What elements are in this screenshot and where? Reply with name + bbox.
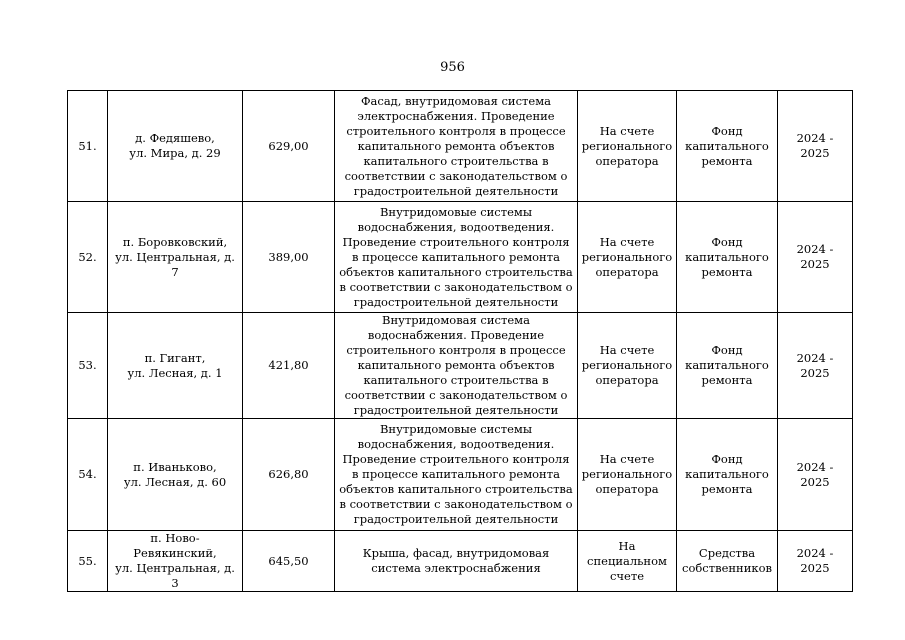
period-cell: 2024 - 2025 — [778, 313, 853, 419]
period-cell: 2024 - 2025 — [778, 531, 853, 592]
works-cell: Внутридомовые системы водоснабжения, водоотведения. Проведение строительного контроля в процессе капитального ремонта объектов капитального строительства в соответствии с законодательством о градостроительной деятельности — [335, 419, 578, 531]
row-number: 52. — [68, 202, 108, 313]
table-row — [68, 313, 853, 419]
account-cell: На счете регионального оператора — [578, 419, 677, 531]
address-cell — [108, 531, 243, 592]
funding-source-cell: Фонд капитального ремонта — [677, 313, 778, 419]
account-cell: На счете регионального оператора — [578, 202, 677, 313]
period-cell: 2024 - 2025 — [778, 419, 853, 531]
account-cell: На счете регионального оператора — [578, 91, 677, 202]
funding-source-cell: Фонд капитального ремонта — [677, 202, 778, 313]
table-row — [68, 531, 853, 592]
area-cell: 629,00 — [243, 91, 335, 202]
address-street: ул. Центральная, д. 3 — [115, 561, 235, 590]
works-cell: Фасад, внутридомовая система электроснабжения. Проведение строительного контроля в процессе капитального ремонта объектов капитального строительства в соответствии с законодательством о градостроительной деятельности — [335, 91, 578, 202]
address-settlement: п. Ново-Ревякинский, — [133, 531, 217, 560]
address-street: ул. Центральная, д. 7 — [115, 249, 235, 279]
funding-source-cell: Фонд капитального ремонта — [677, 91, 778, 202]
row-number: 51. — [68, 91, 108, 202]
area-cell: 389,00 — [243, 202, 335, 313]
table-row — [68, 419, 853, 531]
address-settlement: п. Боровковский, — [122, 234, 228, 249]
table-row — [68, 91, 853, 202]
area-cell: 421,80 — [243, 313, 335, 419]
funding-source-cell: Средства собственников — [677, 531, 778, 592]
period-cell: 2024 - 2025 — [778, 91, 853, 202]
address-settlement: п. Гигант, — [144, 350, 206, 365]
works-cell: Крыша, фасад, внутридомовая система электроснабжения — [335, 531, 578, 592]
period-cell: 2024 - 2025 — [778, 202, 853, 313]
address-street: ул. Лесная, д. 60 — [123, 474, 227, 489]
works-cell: Внутридомовая система водоснабжения. Проведение строительного контроля в процессе капитального ремонта объектов капитального строительства в соответствии с законодательством о градостроительной деятельности — [335, 313, 578, 419]
row-number: 53. — [68, 313, 108, 419]
funding-source-cell: Фонд капитального ремонта — [677, 419, 778, 531]
works-cell: Внутридомовые системы водоснабжения, водоотведения. Проведение строительного контроля в процессе капитального ремонта объектов капитального строительства в соответствии с законодательством о градостроительной деятельности — [335, 202, 578, 313]
table-row — [68, 202, 853, 313]
address-street: ул. Мира, д. 29 — [129, 146, 221, 160]
address-street: ул. Лесная, д. 1 — [127, 365, 223, 380]
row-number: 54. — [68, 419, 108, 531]
repair-works-table — [67, 90, 853, 592]
area-cell: 626,80 — [243, 419, 335, 531]
row-number: 55. — [68, 531, 108, 592]
address-settlement: д. Федяшево, — [135, 131, 215, 145]
address-cell — [108, 91, 243, 202]
account-cell: На счете регионального оператора — [578, 313, 677, 419]
page-number: 956 — [440, 60, 465, 75]
area-cell: 645,50 — [243, 531, 335, 592]
account-cell: На специальном счете — [578, 531, 677, 592]
address-cell — [108, 202, 243, 313]
address-cell — [108, 313, 243, 419]
address-cell — [108, 419, 243, 531]
address-settlement: п. Иваньково, — [133, 459, 217, 474]
